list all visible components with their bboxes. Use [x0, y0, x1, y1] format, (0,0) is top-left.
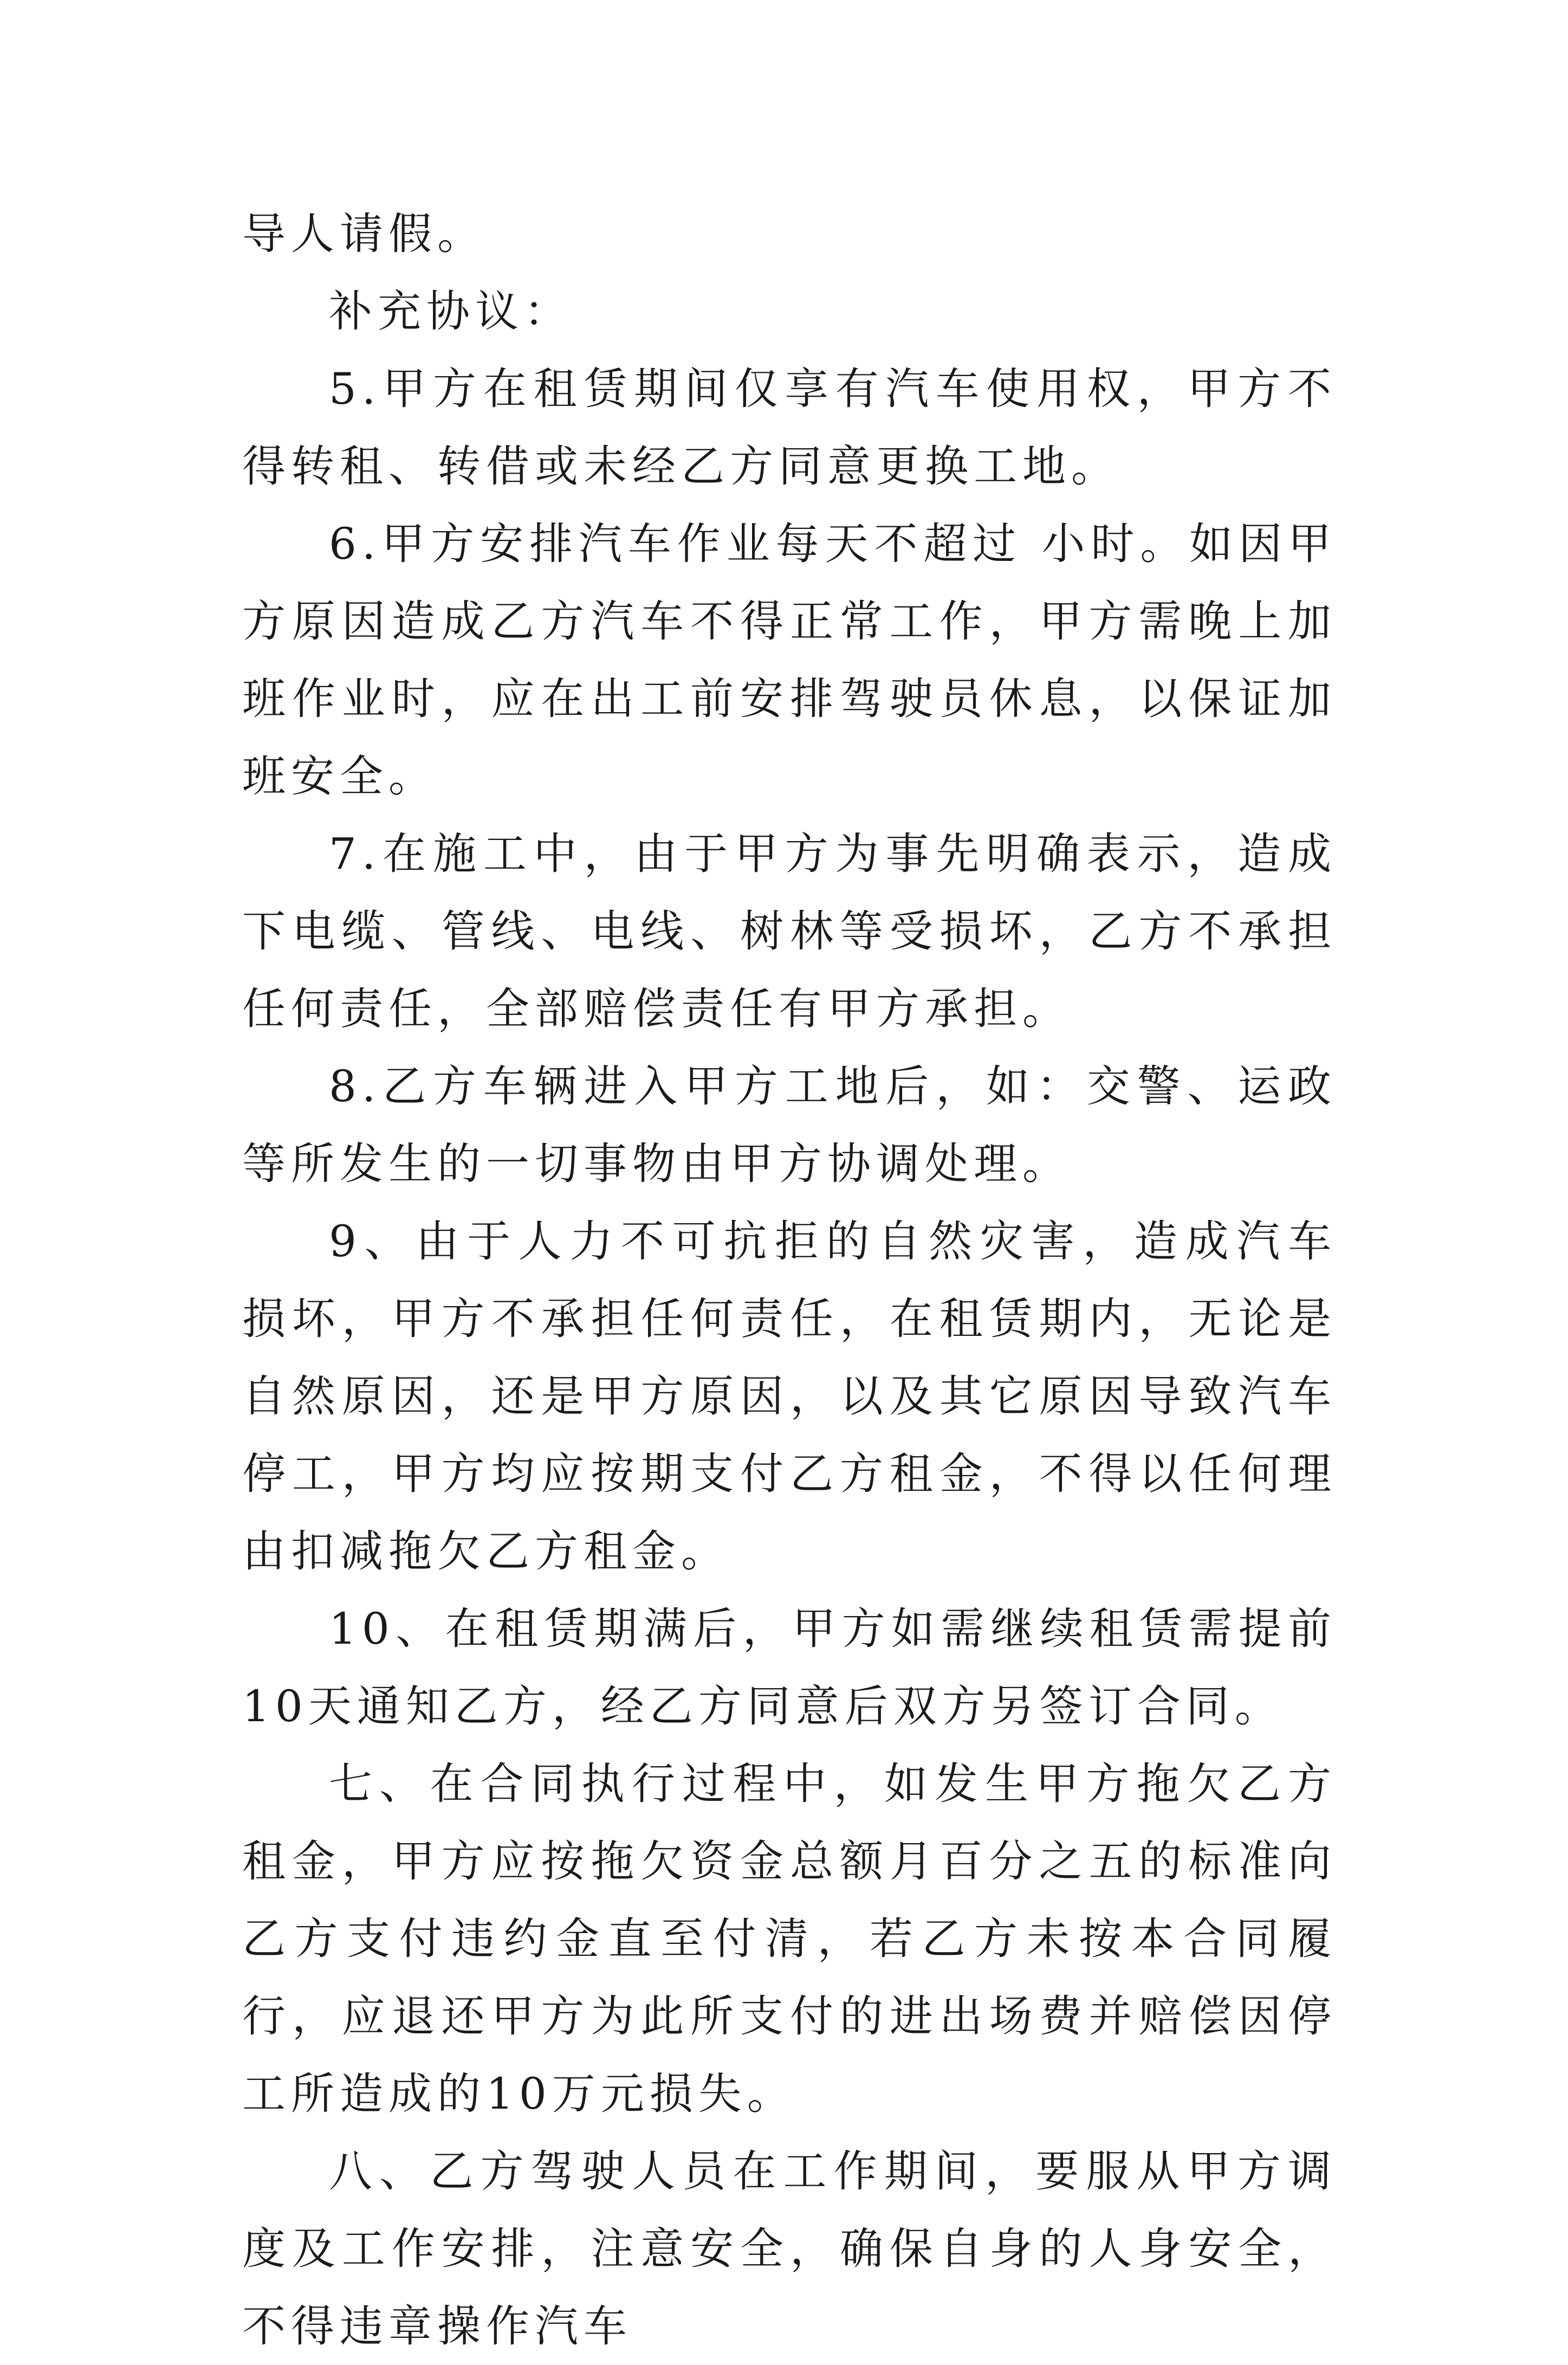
paragraph-clause-5: 5.甲方在租赁期间仅享有汽车使用权，甲方不得转租、转借或未经乙方同意更换工地。	[242, 364, 1337, 492]
paragraph-clause-9: 9、由于人力不可抗拒的自然灾害，造成汽车损坏，甲方不承担任何责任，在租赁期内，无论是自然原因，还是甲方原因，以及其它原因导致汽车停工，甲方均应按期支付乙方租金，不得以任何理由扣减拖欠乙方租金。	[242, 1216, 1337, 1576]
paragraph-leave-request: 导人请假。	[242, 209, 486, 259]
paragraph-section-8: 八、乙方驾驶人员在工作期间，要服从甲方调度及工作安排，注意安全，确保自身的人身安全，不得违章操作汽车	[242, 2146, 1337, 2351]
paragraph-clause-8: 8.乙方车辆进入甲方工地后，如：交警、运政等所发生的一切事物由甲方协调处理。	[242, 1061, 1337, 1189]
paragraph-section-7: 七、在合同执行过程中，如发生甲方拖欠乙方租金，甲方应按拖欠资金总额月百分之五的标准向乙方支付违约金直至付清，若乙方未按本合同履行，应退还甲方为此所支付的进出场费并赔偿因停工所造成的10万元损失。	[242, 1759, 1337, 2119]
paragraph-clause-7: 7.在施工中，由于甲方为事先明确表示，造成下电缆、管线、电线、树林等受损坏，乙方不承担任何责任，全部赔偿责任有甲方承担。	[242, 829, 1337, 1034]
document-body	[242, 195, 1337, 2365]
paragraph-supplementary-heading: 补充协议：	[329, 286, 573, 337]
paragraph-clause-6: 6.甲方安排汽车作业每天不超过 小时。如因甲方原因造成乙方汽车不得正常工作，甲方需晚上加班作业时，应在出工前安排驾驶员休息，以保证加班安全。	[242, 519, 1337, 802]
paragraph-clause-10: 10、在租赁期满后，甲方如需继续租赁需提前10天通知乙方，经乙方同意后双方另签订合同。	[242, 1604, 1337, 1731]
